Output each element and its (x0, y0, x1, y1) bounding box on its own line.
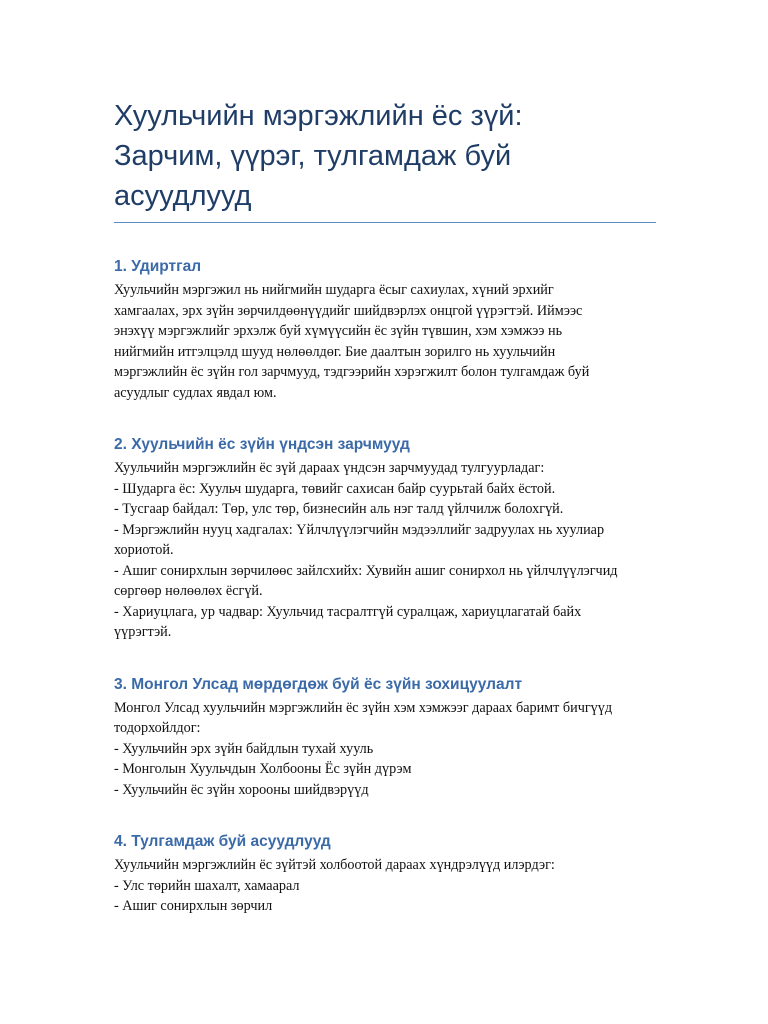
text-line: Хуульчийн мэргэжил нь нийгмийн шударга ёсыг сахиулах, хүний эрхийг (114, 282, 554, 298)
text-line: - Тусгаар байдал: Төр, улс төр, бизнесийн аль нэг талд үйлчилж болохгүй. (114, 501, 564, 517)
section-heading: 1. Удиртгал (114, 258, 202, 275)
section-paragraph (114, 698, 656, 801)
section-principles (114, 435, 656, 643)
section-challenges (114, 832, 656, 917)
text-line: Монгол Улсад хуульчийн мэргэжлийн ёс зүйн хэм хэмжээг дараах баримт бичгүүд (114, 699, 613, 716)
text-line: асуудлыг судлах явдал юм. (114, 384, 277, 401)
title-line: Зарчим, үүрэг, тулгамдаж буй (114, 140, 512, 172)
title-line: асуудлууд (114, 180, 252, 212)
section-heading: 2. Хуульчийн ёс зүйн үндсэн зарчмууд (114, 436, 410, 453)
text-line: сөргөөр нөлөөлөх ёсгүй. (114, 583, 263, 599)
text-line: Хуульчийн мэргэжлийн ёс зүй дараах үндсэн зарчмуудад тулгуурладаг: (114, 460, 545, 476)
section-introduction (114, 257, 656, 403)
section-paragraph (114, 458, 656, 643)
text-line: - Улс төрийн шахалт, хамаарал (114, 877, 300, 894)
text-line: энэхүү мэргэжлийг эрхэлж буй хүмүүсийн ёс зүйн түвшин, хэм хэмжээ нь (114, 323, 563, 339)
text-line: - Монголын Хуульчдын Холбооны Ёс зүйн дүрэм (114, 761, 412, 777)
text-line: тодорхойлдог: (114, 720, 201, 736)
section-paragraph (114, 280, 656, 403)
text-line: - Ашиг сонирхлын зөрчил (114, 898, 273, 914)
section-heading: 3. Монгол Улсад мөрдөгдөж буй ёс зүйн зохицуулалт (114, 675, 523, 693)
text-line: - Хуульчийн ёс зүйн хорооны шийдвэрүүд (114, 781, 369, 798)
section-heading: 4. Тулгамдаж буй асуудлууд (114, 833, 331, 850)
section-paragraph (114, 855, 656, 917)
text-line: үүрэгтэй. (114, 624, 172, 640)
document-page (114, 96, 656, 917)
document-title (114, 96, 656, 223)
text-line: хориотой. (114, 542, 174, 558)
text-line: - Хуульчийн эрх зүйн байдлын тухай хууль (114, 740, 374, 757)
text-line: хамгаалах, эрх зүйн зөрчилдөөнүүдийг шийдвэрлэх онцгой үүрэгтэй. Иймээс (114, 302, 583, 319)
text-line: мэргэжлийн ёс зүйн гол зарчмууд, тэдгээрийн хэрэгжилт болон тулгамдаж буй (114, 364, 590, 380)
text-line: - Хариуцлага, ур чадвар: Хуульчид тасралтгүй суралцаж, хариуцлагатай байх (114, 603, 582, 620)
text-line: - Шударга ёс: Хуульч шударга, төвийг сахисан байр суурьтай байх ёстой. (114, 480, 556, 497)
text-line: нийгмийн итгэлцэлд шууд нөлөөлдөг. Бие даалтын зорилго нь хуульчийн (114, 343, 556, 360)
section-regulation (114, 675, 656, 801)
text-line: - Ашиг сонирхлын зөрчилөөс зайлсхийх: Хувийн ашиг сонирхол нь үйлчлүүлэгчид (114, 562, 618, 579)
title-line: Хуульчийн мэргэжлийн ёс зүй: (114, 100, 523, 132)
text-line: Хуульчийн мэргэжлийн ёс зүйтэй холбоотой дараах хүндрэлүүд илэрдэг: (114, 857, 555, 873)
text-line: - Мэргэжлийн нууц хадгалах: Үйлчлүүлэгчийн мэдээллийг задруулах нь хуулиар (114, 521, 605, 538)
